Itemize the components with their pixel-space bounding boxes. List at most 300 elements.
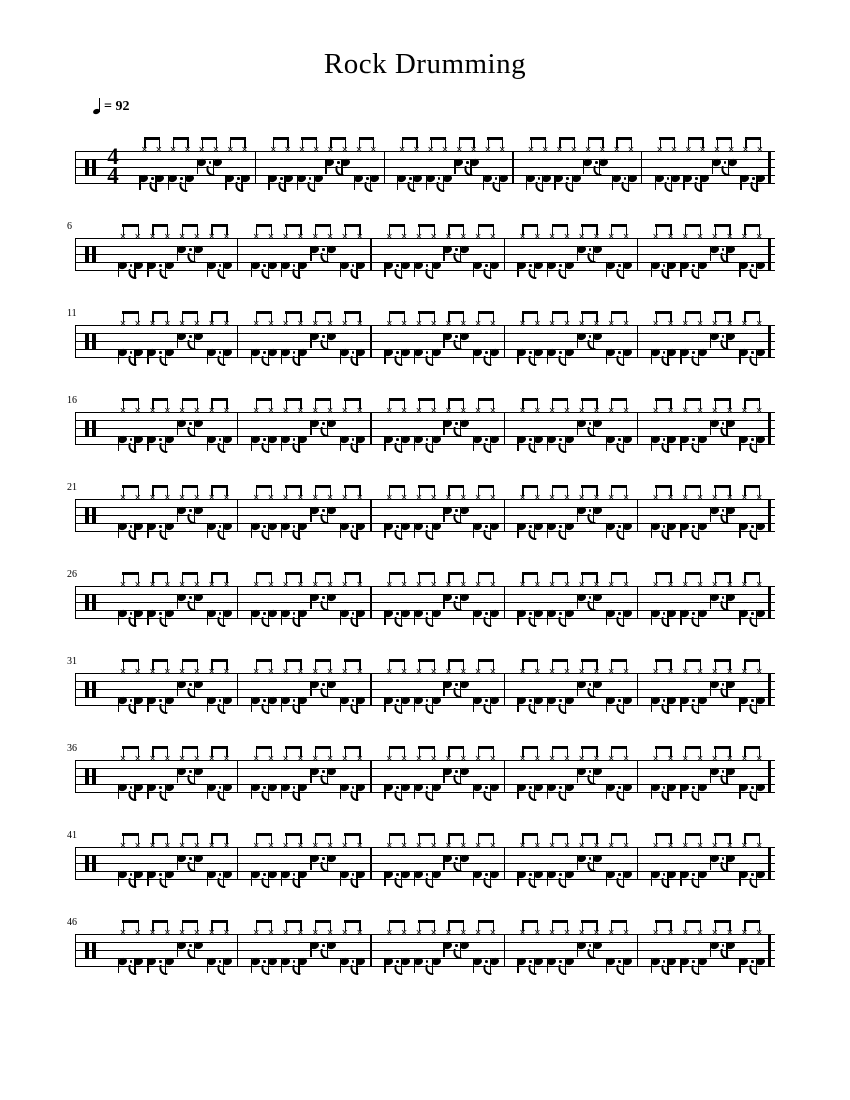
hi-hat-notehead: × [193, 927, 201, 939]
augmentation-dot [722, 596, 725, 599]
sixteenth-flag [749, 791, 756, 800]
hi-hat-notehead: × [622, 405, 630, 417]
hi-hat-notehead: × [696, 753, 704, 765]
hi-hat-notehead: × [208, 579, 215, 591]
beam [744, 311, 760, 314]
augmentation-dot [692, 873, 695, 876]
augmentation-dot [663, 351, 666, 354]
hi-hat-notehead: × [297, 318, 304, 330]
sixteenth-flag [664, 182, 671, 191]
hi-hat-notehead: × [584, 144, 592, 156]
beam [685, 833, 701, 836]
stem [680, 785, 681, 799]
measure [75, 734, 775, 806]
hi-hat-notehead: × [297, 666, 304, 678]
beam [714, 659, 730, 662]
hi-hat-notehead: × [696, 579, 704, 591]
sixteenth-flag [749, 617, 756, 626]
augmentation-dot [722, 770, 725, 773]
hi-hat-notehead: × [208, 492, 215, 504]
hi-hat-notehead: × [178, 492, 186, 504]
hi-hat-notehead: × [356, 753, 363, 765]
hi-hat-notehead: × [223, 840, 230, 852]
hi-hat-notehead: × [548, 840, 556, 852]
hi-hat-notehead: × [519, 231, 526, 243]
measure-number: 6 [67, 221, 72, 232]
hi-hat-notehead: × [519, 492, 526, 504]
system [75, 125, 775, 197]
hi-hat-notehead: × [134, 927, 141, 939]
sixteenth-flag [749, 878, 756, 887]
beam [685, 224, 701, 227]
beam [685, 572, 701, 575]
hi-hat-notehead: × [134, 492, 141, 504]
hi-hat-notehead: × [178, 318, 186, 330]
hi-hat-notehead: × [652, 405, 659, 417]
hi-hat-notehead: × [223, 927, 230, 939]
hi-hat-notehead: × [445, 840, 452, 852]
hi-hat-notehead: × [164, 666, 171, 678]
hi-hat-notehead: × [356, 840, 363, 852]
hi-hat-notehead: × [356, 492, 363, 504]
sixteenth-flag [661, 791, 668, 800]
beam [744, 659, 760, 662]
hi-hat-notehead: × [726, 753, 733, 765]
hi-hat-notehead: × [355, 144, 363, 156]
beam [685, 485, 701, 488]
beam [744, 833, 760, 836]
hi-hat-notehead: × [652, 318, 659, 330]
hi-hat-notehead: × [398, 144, 406, 156]
tempo-marking [93, 99, 129, 115]
measure [75, 386, 775, 458]
hi-hat-notehead: × [563, 492, 571, 504]
sixteenth-flag [749, 965, 756, 974]
hi-hat-notehead: × [685, 144, 692, 156]
tempo-value: = 92 [104, 99, 130, 114]
augmentation-dot [692, 786, 695, 789]
hi-hat-notehead: × [252, 318, 260, 330]
stem [739, 959, 740, 973]
stem [739, 785, 740, 799]
hi-hat-notehead: × [460, 666, 467, 678]
hi-hat-notehead: × [696, 927, 704, 939]
hi-hat-notehead: × [470, 144, 477, 156]
hi-hat-notehead: × [312, 840, 319, 852]
sixteenth-flag [691, 356, 698, 365]
stem [710, 334, 711, 348]
hi-hat-notehead: × [326, 492, 334, 504]
stem [680, 611, 681, 625]
augmentation-dot [692, 264, 695, 267]
hi-hat-notehead: × [400, 405, 408, 417]
hi-hat-notehead: × [267, 753, 275, 765]
hi-hat-notehead: × [474, 753, 482, 765]
hi-hat-notehead: × [356, 405, 363, 417]
hi-hat-notehead: × [312, 492, 319, 504]
hi-hat-notehead: × [356, 318, 363, 330]
hi-hat-notehead: × [682, 753, 689, 765]
hi-hat-notehead: × [696, 840, 704, 852]
hi-hat-notehead: × [593, 405, 600, 417]
sixteenth-flag [661, 269, 668, 278]
hi-hat-notehead: × [652, 753, 659, 765]
hi-hat-notehead: × [534, 666, 541, 678]
hi-hat-notehead: × [563, 318, 571, 330]
hi-hat-notehead: × [164, 840, 171, 852]
beam [655, 833, 671, 836]
hi-hat-notehead: × [415, 492, 423, 504]
hi-hat-notehead: × [164, 927, 171, 939]
hi-hat-notehead: × [756, 318, 763, 330]
hi-hat-notehead: × [430, 753, 437, 765]
system [67, 734, 775, 806]
hi-hat-notehead: × [430, 927, 437, 939]
hi-hat-notehead: × [460, 231, 467, 243]
augmentation-dot [692, 960, 695, 963]
hi-hat-notehead: × [441, 144, 449, 156]
hi-hat-notehead: × [415, 666, 423, 678]
hi-hat-notehead: × [282, 579, 289, 591]
hi-hat-notehead: × [741, 579, 748, 591]
sixteenth-flag [691, 617, 698, 626]
stem [651, 698, 652, 712]
hi-hat-notehead: × [445, 579, 452, 591]
hi-hat-notehead: × [696, 318, 704, 330]
hi-hat-notehead: × [227, 144, 234, 156]
hi-hat-notehead: × [711, 231, 719, 243]
hi-hat-notehead: × [608, 492, 615, 504]
hi-hat-notehead: × [430, 840, 437, 852]
measure-number: 36 [67, 743, 77, 754]
augmentation-dot [722, 335, 725, 338]
hi-hat-notehead: × [519, 927, 526, 939]
hi-hat-notehead: × [267, 840, 275, 852]
hi-hat-notehead: × [149, 231, 156, 243]
hi-hat-notehead: × [341, 753, 349, 765]
beam [745, 137, 761, 140]
system-end-barline [768, 934, 771, 967]
measure [75, 125, 775, 197]
hi-hat-notehead: × [593, 579, 600, 591]
hi-hat-notehead: × [548, 318, 556, 330]
sixteenth-flag [720, 688, 727, 697]
hi-hat-notehead: × [741, 840, 748, 852]
hi-hat-notehead: × [119, 579, 127, 591]
system [67, 212, 775, 284]
hi-hat-notehead: × [326, 927, 334, 939]
augmentation-dot [722, 944, 725, 947]
system [67, 821, 775, 893]
stem [680, 698, 681, 712]
hi-hat-notehead: × [386, 753, 393, 765]
sixteenth-flag [691, 443, 698, 452]
hi-hat-notehead: × [252, 231, 260, 243]
hi-hat-notehead: × [415, 231, 423, 243]
measure-number: 41 [67, 830, 77, 841]
hi-hat-notehead: × [548, 666, 556, 678]
hi-hat-notehead: × [164, 492, 171, 504]
hi-hat-notehead: × [726, 492, 733, 504]
hi-hat-notehead: × [608, 753, 615, 765]
hi-hat-notehead: × [326, 840, 334, 852]
hi-hat-notehead: × [489, 579, 497, 591]
hi-hat-notehead: × [119, 318, 127, 330]
hi-hat-notehead: × [149, 492, 156, 504]
hi-hat-notehead: × [178, 231, 186, 243]
hi-hat-notehead: × [548, 405, 556, 417]
hi-hat-notehead: × [415, 753, 423, 765]
hi-hat-notehead: × [474, 492, 482, 504]
hi-hat-notehead: × [711, 753, 719, 765]
beam [685, 920, 701, 923]
hi-hat-notehead: × [548, 231, 556, 243]
stem [739, 872, 740, 886]
augmentation-dot [663, 264, 666, 267]
hi-hat-notehead: × [149, 753, 156, 765]
hi-hat-notehead: × [223, 579, 230, 591]
hi-hat-notehead: × [713, 144, 721, 156]
augmentation-dot [663, 873, 666, 876]
augmentation-dot [751, 525, 754, 528]
beam [685, 398, 701, 401]
hi-hat-notehead: × [608, 231, 615, 243]
hi-hat-notehead: × [164, 753, 171, 765]
beam [714, 920, 730, 923]
stem [680, 524, 681, 538]
hi-hat-notehead: × [563, 927, 571, 939]
stem [680, 263, 681, 277]
hi-hat-notehead: × [608, 405, 615, 417]
hi-hat-notehead: × [252, 666, 260, 678]
sixteenth-flag [661, 965, 668, 974]
hi-hat-notehead: × [484, 144, 492, 156]
hi-hat-notehead: × [534, 231, 541, 243]
augmentation-dot [663, 699, 666, 702]
sixteenth-flag [691, 704, 698, 713]
hi-hat-notehead: × [312, 927, 319, 939]
system-end-barline [768, 760, 771, 793]
hi-hat-notehead: × [489, 840, 497, 852]
stem [739, 350, 740, 364]
augmentation-dot [751, 264, 754, 267]
hi-hat-notehead: × [267, 405, 275, 417]
stem [710, 508, 711, 522]
hi-hat-notehead: × [498, 144, 506, 156]
hi-hat-notehead: × [312, 579, 319, 591]
system [67, 908, 775, 980]
stem [680, 437, 681, 451]
hi-hat-notehead: × [297, 753, 304, 765]
hi-hat-notehead: × [297, 579, 304, 591]
system [67, 386, 775, 458]
hi-hat-notehead: × [282, 927, 289, 939]
hi-hat-notehead: × [134, 666, 141, 678]
hi-hat-notehead: × [756, 666, 763, 678]
augmentation-dot [663, 612, 666, 615]
stem [740, 176, 741, 190]
hi-hat-notehead: × [297, 840, 304, 852]
hi-hat-notehead: × [578, 231, 585, 243]
beam [685, 311, 701, 314]
hi-hat-notehead: × [400, 318, 408, 330]
hi-hat-notehead: × [400, 753, 408, 765]
hi-hat-notehead: × [208, 753, 215, 765]
hi-hat-notehead: × [326, 666, 334, 678]
hi-hat-notehead: × [534, 318, 541, 330]
stem [680, 872, 681, 886]
hi-hat-notehead: × [270, 144, 277, 156]
hi-hat-notehead: × [534, 927, 541, 939]
hi-hat-notehead: × [134, 840, 141, 852]
hi-hat-notehead: × [386, 318, 393, 330]
stem [739, 524, 740, 538]
beam [655, 746, 671, 749]
augmentation-dot [722, 857, 725, 860]
hi-hat-notehead: × [741, 753, 748, 765]
beam [744, 398, 760, 401]
hi-hat-notehead: × [489, 231, 497, 243]
hi-hat-notehead: × [726, 405, 733, 417]
measure [75, 821, 775, 893]
stem [739, 263, 740, 277]
augmentation-dot [692, 351, 695, 354]
measure [75, 473, 775, 545]
beam [714, 833, 730, 836]
sixteenth-flag [691, 878, 698, 887]
hi-hat-notehead: × [326, 753, 334, 765]
beam [714, 224, 730, 227]
hi-hat-notehead: × [727, 144, 735, 156]
stem [710, 769, 711, 783]
hi-hat-notehead: × [430, 666, 437, 678]
hi-hat-notehead: × [460, 579, 467, 591]
hi-hat-notehead: × [193, 492, 201, 504]
sixteenth-flag [691, 530, 698, 539]
beam [716, 137, 732, 140]
hi-hat-notehead: × [489, 666, 497, 678]
hi-hat-notehead: × [548, 753, 556, 765]
hi-hat-notehead: × [164, 579, 171, 591]
hi-hat-notehead: × [667, 666, 674, 678]
stem [739, 611, 740, 625]
hi-hat-notehead: × [282, 405, 289, 417]
system [67, 473, 775, 545]
beam [744, 572, 760, 575]
hi-hat-notehead: × [593, 753, 600, 765]
hi-hat-notehead: × [460, 492, 467, 504]
stem [680, 350, 681, 364]
hi-hat-notehead: × [427, 144, 434, 156]
stem [651, 350, 652, 364]
hi-hat-notehead: × [312, 231, 319, 243]
hi-hat-notehead: × [415, 840, 423, 852]
hi-hat-notehead: × [756, 492, 763, 504]
hi-hat-notehead: × [548, 579, 556, 591]
hi-hat-notehead: × [341, 405, 349, 417]
hi-hat-notehead: × [548, 927, 556, 939]
hi-hat-notehead: × [341, 927, 349, 939]
hi-hat-notehead: × [223, 231, 230, 243]
hi-hat-notehead: × [726, 318, 733, 330]
hi-hat-notehead: × [386, 666, 393, 678]
hi-hat-notehead: × [696, 231, 704, 243]
hi-hat-notehead: × [119, 231, 127, 243]
hi-hat-notehead: × [341, 144, 349, 156]
stem [712, 160, 713, 174]
sixteenth-flag [749, 530, 756, 539]
hi-hat-notehead: × [149, 318, 156, 330]
sixteenth-flag [691, 791, 698, 800]
hi-hat-notehead: × [696, 405, 704, 417]
hi-hat-notehead: × [460, 318, 467, 330]
hi-hat-notehead: × [134, 318, 141, 330]
hi-hat-notehead: × [756, 144, 763, 156]
hi-hat-notehead: × [326, 405, 334, 417]
hi-hat-notehead: × [556, 144, 563, 156]
hi-hat-notehead: × [711, 579, 719, 591]
hi-hat-notehead: × [534, 840, 541, 852]
hi-hat-notehead: × [563, 405, 571, 417]
beam [744, 224, 760, 227]
page-title: Rock Drumming [323, 48, 527, 80]
hi-hat-notehead: × [312, 318, 319, 330]
hi-hat-notehead: × [726, 840, 733, 852]
hi-hat-notehead: × [193, 753, 201, 765]
hi-hat-notehead: × [430, 492, 437, 504]
hi-hat-notehead: × [119, 492, 127, 504]
hi-hat-notehead: × [267, 666, 275, 678]
augmentation-dot [695, 177, 698, 180]
hi-hat-notehead: × [652, 840, 659, 852]
hi-hat-notehead: × [386, 840, 393, 852]
hi-hat-notehead: × [298, 144, 306, 156]
beam [659, 137, 675, 140]
hi-hat-notehead: × [415, 927, 423, 939]
hi-hat-notehead: × [608, 840, 615, 852]
hi-hat-notehead: × [578, 405, 585, 417]
augmentation-dot [722, 248, 725, 251]
measure-number: 46 [67, 917, 77, 928]
measure [75, 647, 775, 719]
augmentation-dot [722, 683, 725, 686]
system [67, 299, 775, 371]
hi-hat-notehead: × [622, 579, 630, 591]
hi-hat-notehead: × [141, 144, 148, 156]
hi-hat-notehead: × [208, 318, 215, 330]
hi-hat-notehead: × [415, 405, 423, 417]
hi-hat-notehead: × [134, 753, 141, 765]
sixteenth-flag [694, 182, 701, 191]
hi-hat-notehead: × [593, 492, 600, 504]
beam [655, 311, 671, 314]
hi-hat-notehead: × [400, 579, 408, 591]
hi-hat-notehead: × [548, 492, 556, 504]
measure-number: 26 [67, 569, 77, 580]
hi-hat-notehead: × [593, 318, 600, 330]
hi-hat-notehead: × [193, 579, 201, 591]
hi-hat-notehead: × [341, 579, 349, 591]
hi-hat-notehead: × [593, 840, 600, 852]
hi-hat-notehead: × [312, 405, 319, 417]
hi-hat-notehead: × [474, 840, 482, 852]
hi-hat-notehead: × [593, 927, 600, 939]
hi-hat-notehead: × [474, 666, 482, 678]
sixteenth-flag [720, 949, 727, 958]
hi-hat-notehead: × [741, 666, 748, 678]
augmentation-dot [667, 177, 670, 180]
hi-hat-notehead: × [652, 579, 659, 591]
